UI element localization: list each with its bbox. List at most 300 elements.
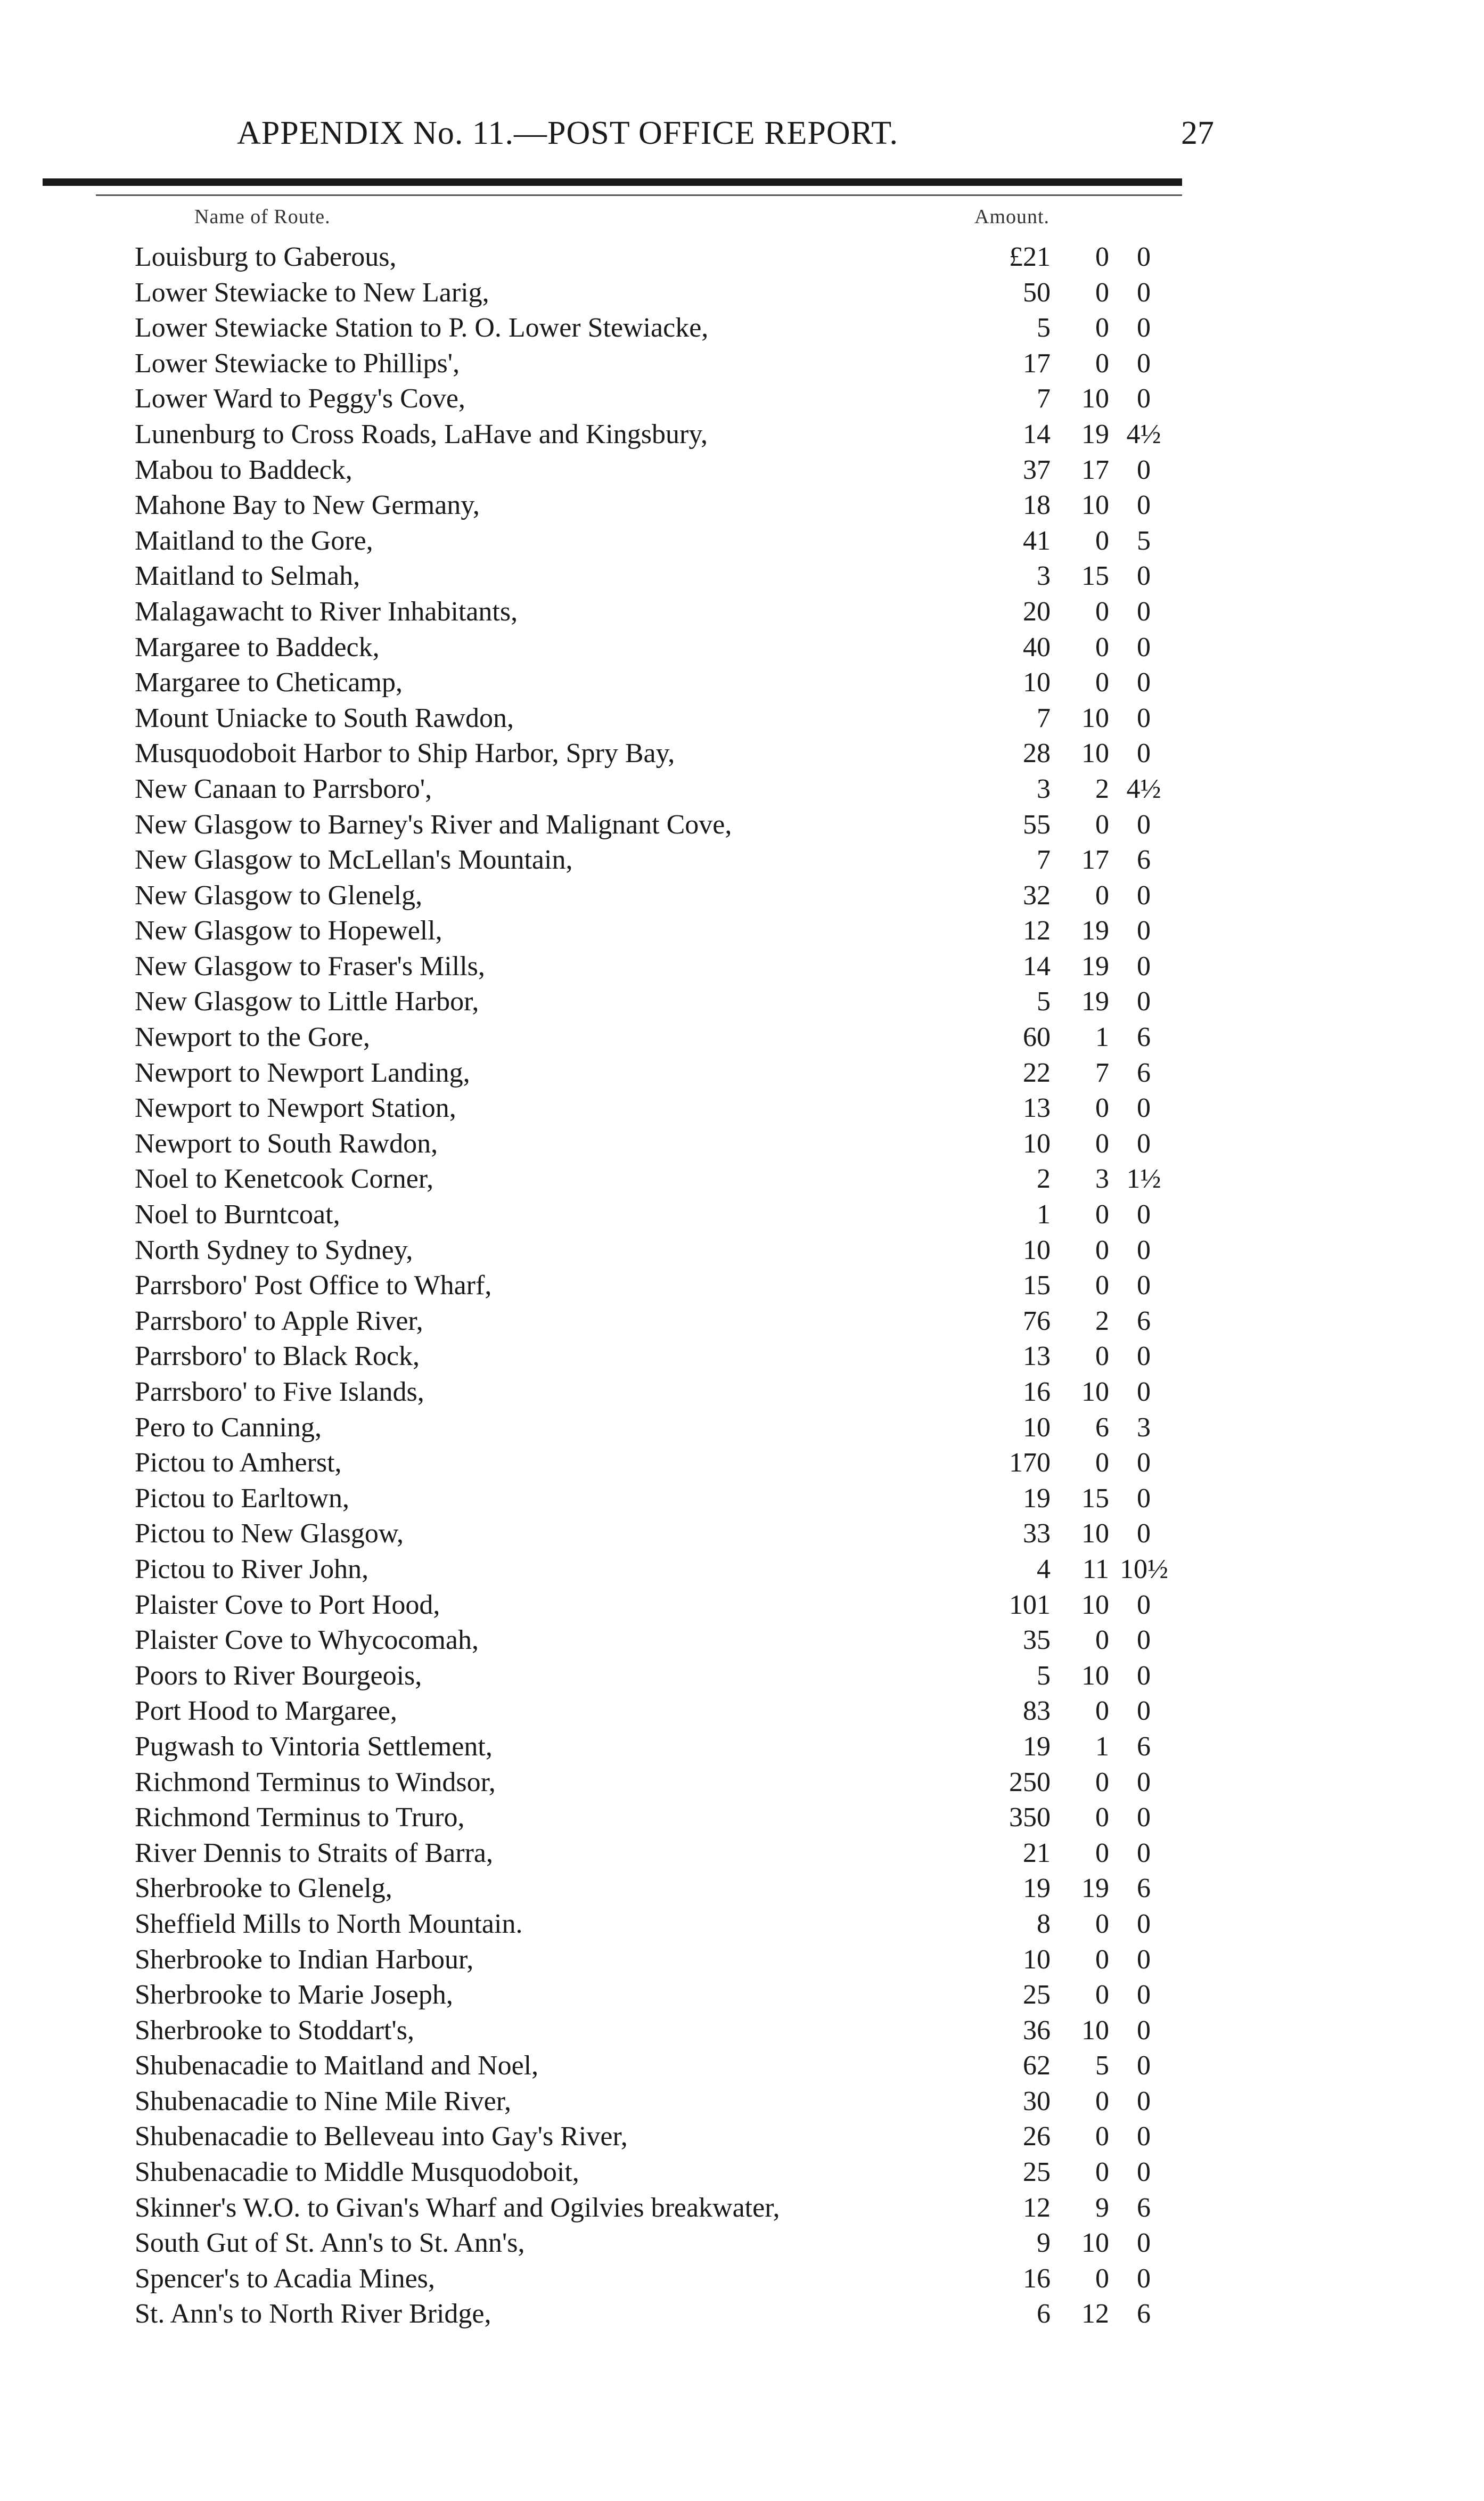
amount-pence: 0 [1137,702,1151,733]
amount-pounds: 28 [1023,738,1051,769]
route-name: Plaister Cove to Whycocomah, [135,1625,479,1656]
amount-pence: 0 [1137,2050,1151,2081]
amount-pence: 0 [1137,1448,1151,1478]
table-row [135,807,1151,843]
amount-shillings: 0 [1095,1980,1109,2010]
amount-shillings: 10 [1081,1518,1109,1549]
amount-pence: 6 [1137,1873,1151,1904]
route-name: Noel to Burntcoat, [135,1199,340,1230]
route-name: Shubenacadie to Maitland and Noel, [135,2050,539,2081]
amount-pounds: 10 [1023,1128,1051,1159]
amount-pence: 0 [1137,2015,1151,2046]
amount-pence: 0 [1137,1908,1151,1939]
table-row [135,1977,1151,2013]
amount-pounds: 14 [1023,419,1051,449]
table-row [135,1481,1151,1517]
amount-pounds: 16 [1023,2263,1051,2294]
route-name: New Canaan to Parrsboro', [135,773,432,804]
amount-pence: 6 [1137,1057,1151,1088]
amount-pence: 0 [1137,1483,1151,1514]
amount-pence: 0 [1137,880,1151,911]
column-header-amount: Amount. [974,206,1050,228]
amount-pounds: 10 [1023,667,1051,698]
amount-pounds: 41 [1023,525,1051,556]
route-name: Mount Uniacke to South Rawdon, [135,702,514,733]
amount-pence: 4½ [1126,419,1161,449]
amount-pounds: 2 [1037,1164,1051,1195]
amount-pounds: £21 [1009,242,1051,272]
route-name: Mahone Bay to New Germany, [135,490,480,521]
route-name: Poors to River Bourgeois, [135,1660,422,1691]
route-name: Sherbrooke to Indian Harbour, [135,1944,474,1975]
amount-pence: 0 [1137,1128,1151,1159]
table-row [135,488,1151,524]
amount-pounds: 13 [1023,1093,1051,1124]
table-row [135,736,1151,772]
amount-pounds: 15 [1023,1270,1051,1301]
amount-shillings: 1 [1095,1022,1109,1053]
amount-shillings: 10 [1081,383,1109,414]
amount-pounds: 19 [1023,1731,1051,1762]
table-row [135,630,1151,666]
route-name: Sherbrooke to Stoddart's, [135,2015,414,2046]
table-row [135,2048,1151,2084]
route-name: Pugwash to Vintoria Settlement, [135,1731,493,1762]
table-row [135,843,1151,878]
amount-pounds: 33 [1023,1518,1051,1549]
amount-pence: 6 [1137,2299,1151,2330]
amount-pounds: 36 [1023,2015,1051,2046]
amount-shillings: 19 [1081,951,1109,982]
amount-pounds: 55 [1023,809,1051,840]
route-name: Plaister Cove to Port Hood, [135,1589,440,1620]
route-name: South Gut of St. Ann's to St. Ann's, [135,2228,525,2259]
route-name: Lower Ward to Peggy's Cove, [135,383,465,414]
amount-shillings: 10 [1081,490,1109,521]
amount-shillings: 0 [1095,313,1109,344]
amount-shillings: 10 [1081,1589,1109,1620]
table-row [135,594,1151,630]
table-row [135,1765,1151,1801]
amount-pounds: 19 [1023,1873,1051,1904]
amount-pounds: 40 [1023,632,1051,663]
route-name: St. Ann's to North River Bridge, [135,2299,491,2330]
amount-pence: 6 [1137,2192,1151,2223]
table-row [135,453,1151,488]
route-name: Skinner's W.O. to Givan's Wharf and Ogilvies breakwater, [135,2192,780,2223]
amount-pence: 4½ [1126,773,1161,804]
amount-pence: 0 [1137,1235,1151,1265]
amount-pence: 0 [1137,1802,1151,1833]
amount-pence: 6 [1137,1022,1151,1053]
table-row [135,1516,1151,1552]
amount-pounds: 101 [1009,1589,1051,1620]
amount-pounds: 8 [1037,1908,1051,1939]
amount-pounds: 12 [1023,2192,1051,2223]
table-row [135,1020,1151,1056]
amount-pounds: 32 [1023,880,1051,911]
amount-pounds: 3 [1037,773,1051,804]
amount-pence: 3 [1137,1412,1151,1443]
amount-pence: 6 [1137,1305,1151,1336]
amount-pence: 10½ [1120,1554,1168,1584]
amount-pence: 0 [1137,1199,1151,1230]
amount-pence: 0 [1137,1589,1151,1620]
route-name: Sheffield Mills to North Mountain. [135,1908,523,1939]
route-name: Lower Stewiacke to New Larig, [135,277,489,308]
route-name: Sherbrooke to Glenelg, [135,1873,392,1904]
route-name: Sherbrooke to Marie Joseph, [135,1980,453,2010]
amount-pounds: 13 [1023,1341,1051,1372]
amount-shillings: 10 [1081,738,1109,769]
route-name: Spencer's to Acadia Mines, [135,2263,435,2294]
page-title: APPENDIX No. 11.—POST OFFICE REPORT. [237,115,899,151]
route-name: Malagawacht to River Inhabitants, [135,596,518,627]
amount-pence: 0 [1137,738,1151,769]
amount-pence: 0 [1137,1837,1151,1868]
amount-pounds: 5 [1037,986,1051,1017]
amount-pence: 0 [1137,916,1151,946]
route-name: Richmond Terminus to Truro, [135,1802,465,1833]
route-name: Newport to Newport Landing, [135,1057,470,1088]
table-row [135,913,1151,949]
amount-pence: 0 [1137,242,1151,272]
amount-pounds: 17 [1023,348,1051,379]
table-row [135,1623,1151,1658]
route-name: Louisburg to Gaberous, [135,242,397,272]
amount-shillings: 19 [1081,916,1109,946]
route-name: Newport to Newport Station, [135,1093,456,1124]
table-row [135,1552,1168,1588]
amount-shillings: 3 [1095,1164,1109,1195]
amount-pence: 0 [1137,809,1151,840]
amount-pence: 0 [1137,667,1151,698]
table-row [135,1091,1151,1126]
route-name: Shubenacadie to Nine Mile River, [135,2086,511,2116]
table-row [135,2261,1151,2297]
table-row [135,878,1151,914]
page-header [133,115,1214,162]
amount-pounds: 10 [1023,1235,1051,1265]
route-name: New Glasgow to McLellan's Mountain, [135,845,573,876]
amount-pounds: 30 [1023,2086,1051,2116]
amount-shillings: 0 [1095,1235,1109,1265]
amount-pence: 0 [1137,1660,1151,1691]
route-name: New Glasgow to Fraser's Mills, [135,951,485,982]
amount-shillings: 19 [1081,1873,1109,1904]
route-name: Richmond Terminus to Windsor, [135,1767,496,1797]
amount-pence: 0 [1137,1518,1151,1549]
amount-pence: 0 [1137,277,1151,308]
amount-shillings: 1 [1095,1731,1109,1762]
amount-pence: 0 [1137,1625,1151,1656]
amount-pence: 0 [1137,986,1151,1017]
column-header-name: Name of Route. [194,206,331,228]
amount-pence: 0 [1137,1980,1151,2010]
amount-shillings: 10 [1081,1660,1109,1691]
amount-pounds: 7 [1037,845,1051,876]
amount-pence: 0 [1137,313,1151,344]
amount-shillings: 2 [1095,773,1109,804]
route-name: Pero to Canning, [135,1412,322,1443]
amount-pounds: 7 [1037,702,1051,733]
route-name: Shubenacadie to Middle Musquodoboit, [135,2157,579,2188]
route-name: Parrsboro' to Black Rock, [135,1341,420,1372]
amount-shillings: 0 [1095,667,1109,698]
table-row [135,949,1151,985]
route-name: North Sydney to Sydney, [135,1235,413,1265]
table-row [135,1694,1151,1729]
amount-pence: 1½ [1126,1164,1161,1195]
route-name: Noel to Kenetcook Corner, [135,1164,434,1195]
amount-pounds: 25 [1023,2157,1051,2188]
amount-pounds: 76 [1023,1305,1051,1336]
table-row [135,1304,1151,1339]
amount-shillings: 10 [1081,702,1109,733]
amount-pence: 6 [1137,1731,1151,1762]
table-row [135,772,1161,807]
table-row [135,1375,1151,1410]
amount-pounds: 21 [1023,1837,1051,1868]
table-row [135,665,1151,701]
route-name: New Glasgow to Barney's River and Malignant Cove, [135,809,732,840]
amount-shillings: 10 [1081,1377,1109,1407]
page-number: 27 [1181,115,1214,151]
amount-pence: 0 [1137,1767,1151,1797]
route-name: Parrsboro' to Five Islands, [135,1377,424,1407]
amount-pence: 0 [1137,632,1151,663]
amount-pounds: 19 [1023,1483,1051,1514]
amount-pounds: 250 [1009,1767,1051,1797]
amount-shillings: 0 [1095,1625,1109,1656]
table-row [135,1942,1151,1978]
amount-pounds: 35 [1023,1625,1051,1656]
route-name: Margaree to Baddeck, [135,632,380,663]
amount-shillings: 0 [1095,2086,1109,2116]
table-row [135,381,1151,417]
amount-pounds: 5 [1037,1660,1051,1691]
amount-pence: 0 [1137,490,1151,521]
amount-pounds: 5 [1037,313,1051,344]
amount-pounds: 350 [1009,1802,1051,1833]
amount-pence: 0 [1137,2157,1151,2188]
route-name: Maitland to Selmah, [135,561,360,592]
table-row [135,240,1151,275]
amount-pence: 0 [1137,348,1151,379]
amount-pounds: 10 [1023,1412,1051,1443]
table-row [135,1126,1151,1162]
amount-shillings: 0 [1095,1944,1109,1975]
amount-pence: 0 [1137,951,1151,982]
amount-pence: 6 [1137,845,1151,876]
route-name: Lower Stewiacke to Phillips', [135,348,460,379]
amount-pounds: 62 [1023,2050,1051,2081]
amount-shillings: 11 [1082,1554,1109,1584]
amount-pence: 0 [1137,454,1151,485]
amount-pounds: 12 [1023,916,1051,946]
route-name: Maitland to the Gore, [135,525,373,556]
amount-shillings: 0 [1095,1908,1109,1939]
table-row [135,1445,1151,1481]
amount-pounds: 16 [1023,1377,1051,1407]
table-row [135,1056,1151,1091]
amount-shillings: 5 [1095,2050,1109,2081]
amount-shillings: 0 [1095,1270,1109,1301]
route-name: Parrsboro' Post Office to Wharf, [135,1270,492,1301]
amount-pounds: 37 [1023,454,1051,485]
amount-pounds: 4 [1037,1554,1051,1584]
table-row [135,2191,1151,2226]
amount-pence: 0 [1137,596,1151,627]
table-row [135,2013,1151,2049]
amount-shillings: 0 [1095,1093,1109,1124]
table-row [135,2084,1151,2120]
amount-shillings: 0 [1095,632,1109,663]
amount-shillings: 2 [1095,1305,1109,1336]
amount-shillings: 7 [1095,1057,1109,1088]
table-row [135,524,1151,559]
table-row [135,1588,1151,1623]
amount-shillings: 17 [1081,845,1109,876]
amount-pounds: 10 [1023,1944,1051,1975]
amount-pounds: 14 [1023,951,1051,982]
route-name: New Glasgow to Little Harbor, [135,986,479,1017]
table-row [135,417,1161,453]
table-row [135,346,1151,382]
route-name: Pictou to Amherst, [135,1448,342,1478]
amount-pence: 0 [1137,2228,1151,2259]
amount-shillings: 15 [1081,1483,1109,1514]
amount-pence: 0 [1137,2086,1151,2116]
amount-pounds: 83 [1023,1696,1051,1727]
amount-shillings: 0 [1095,2263,1109,2294]
amount-pence: 0 [1137,2263,1151,2294]
table-row [135,1162,1161,1197]
amount-pounds: 18 [1023,490,1051,521]
amount-pounds: 3 [1037,561,1051,592]
table-row [135,1197,1151,1233]
route-name: Mabou to Baddeck, [135,454,352,485]
route-name: New Glasgow to Glenelg, [135,880,423,911]
amount-pence: 5 [1137,525,1151,556]
table-row [135,2296,1151,2332]
amount-shillings: 0 [1095,596,1109,627]
route-table [135,240,1168,2332]
amount-shillings: 0 [1095,809,1109,840]
route-name: Pictou to River John, [135,1554,369,1584]
amount-shillings: 0 [1095,1199,1109,1230]
table-row [135,1836,1151,1871]
amount-pounds: 9 [1037,2228,1051,2259]
table-row [135,559,1151,594]
route-name: Musquodoboit Harbor to Ship Harbor, Spry Bay, [135,738,675,769]
table-row [135,1268,1151,1304]
route-name: Newport to the Gore, [135,1022,370,1053]
amount-shillings: 0 [1095,1696,1109,1727]
table-row [135,701,1151,737]
amount-shillings: 0 [1095,2121,1109,2152]
amount-pence: 0 [1137,1093,1151,1124]
amount-pence: 0 [1137,1270,1151,1301]
table-row [135,984,1151,1020]
table-row [135,2226,1151,2261]
route-name: Lunenburg to Cross Roads, LaHave and Kingsbury, [135,419,708,449]
amount-shillings: 0 [1095,2157,1109,2188]
amount-shillings: 0 [1095,242,1109,272]
amount-shillings: 0 [1095,525,1109,556]
header-rule-thin [96,194,1182,196]
amount-shillings: 10 [1081,2228,1109,2259]
amount-pounds: 7 [1037,383,1051,414]
table-row [135,275,1151,311]
amount-shillings: 0 [1095,1341,1109,1372]
amount-shillings: 0 [1095,1802,1109,1833]
route-name: Port Hood to Margaree, [135,1696,397,1727]
amount-shillings: 0 [1095,1448,1109,1478]
amount-pounds: 25 [1023,1980,1051,2010]
table-row [135,310,1151,346]
amount-pounds: 170 [1009,1448,1051,1478]
amount-pence: 0 [1137,561,1151,592]
amount-pounds: 50 [1023,277,1051,308]
route-name: Shubenacadie to Belleveau into Gay's River, [135,2121,628,2152]
route-name: Pictou to New Glasgow, [135,1518,404,1549]
route-name: Lower Stewiacke Station to P. O. Lower Stewiacke, [135,313,709,344]
route-name: Margaree to Cheticamp, [135,667,403,698]
amount-shillings: 19 [1081,419,1109,449]
table-row [135,1907,1151,1942]
amount-shillings: 10 [1081,2015,1109,2046]
amount-pounds: 60 [1023,1022,1051,1053]
table-row [135,1800,1151,1836]
amount-shillings: 0 [1095,348,1109,379]
route-name: Newport to South Rawdon, [135,1128,438,1159]
amount-shillings: 0 [1095,880,1109,911]
amount-pence: 0 [1137,1341,1151,1372]
table-row [135,2119,1151,2155]
route-name: River Dennis to Straits of Barra, [135,1837,493,1868]
table-row [135,2155,1151,2191]
amount-shillings: 0 [1095,277,1109,308]
amount-pounds: 26 [1023,2121,1051,2152]
table-row [135,1729,1151,1765]
amount-pounds: 20 [1023,596,1051,627]
route-name: Pictou to Earltown, [135,1483,349,1514]
amount-shillings: 6 [1095,1412,1109,1443]
table-row [135,1410,1151,1446]
amount-shillings: 0 [1095,1837,1109,1868]
amount-shillings: 19 [1081,986,1109,1017]
route-name: Parrsboro' to Apple River, [135,1305,423,1336]
table-row [135,1658,1151,1694]
amount-pounds: 1 [1037,1199,1051,1230]
table-row [135,1339,1151,1375]
table-row [135,1233,1151,1269]
header-rule-thick [43,178,1182,186]
amount-shillings: 9 [1095,2192,1109,2223]
amount-pence: 0 [1137,1696,1151,1727]
route-name: New Glasgow to Hopewell, [135,916,442,946]
amount-pence: 0 [1137,1944,1151,1975]
amount-shillings: 15 [1081,561,1109,592]
table-row [135,1871,1151,1907]
amount-pence: 0 [1137,2121,1151,2152]
amount-shillings: 17 [1081,454,1109,485]
amount-pence: 0 [1137,1377,1151,1407]
amount-shillings: 0 [1095,1128,1109,1159]
amount-shillings: 12 [1081,2299,1109,2330]
amount-pence: 0 [1137,383,1151,414]
